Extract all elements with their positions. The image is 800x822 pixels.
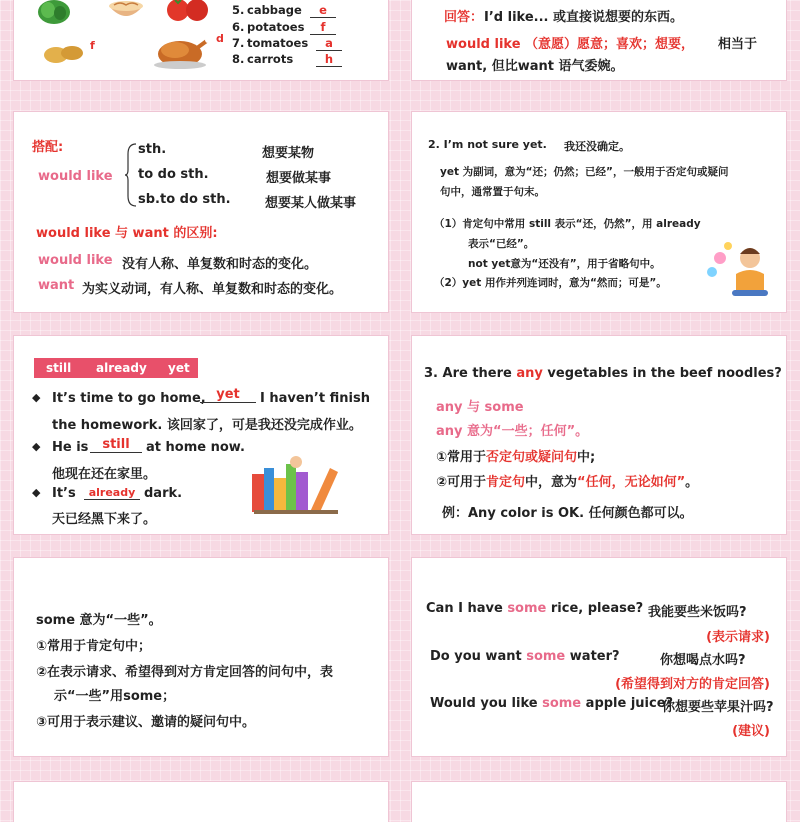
example-key: some [542, 696, 582, 711]
still-already-rule: （1）肯定句中常用 still 表示“还，仍然”，用 already [434, 218, 701, 230]
card-still-already-yet-exercise [14, 336, 388, 534]
collocation-keyword: would like [38, 169, 113, 184]
section-title-cn: 我还没确定。 [564, 140, 630, 153]
diff-text-would-like: 没有人称、单复数和时态的变化。 [122, 257, 318, 272]
rule-key: 否定句或疑问句 [486, 450, 578, 465]
sentence-before: It’s [52, 486, 76, 501]
example-translation: 我能要些米饭吗? [648, 605, 747, 620]
books-illustration-icon [250, 454, 350, 514]
brace-icon [124, 142, 138, 208]
section-title: 2. I’m not sure yet. [428, 138, 547, 151]
yet-conjunction-rule: （2）yet 用作并列连词时，意为“然而；可是”。 [434, 277, 667, 289]
some-meaning: some 意为“一些”。 [36, 613, 162, 628]
sentence-after: at home now. [146, 440, 245, 455]
tomatoes-icon [164, 0, 212, 22]
collocation-en: to do sth. [138, 167, 209, 182]
difference-title: would like 与 want 的区别: [36, 226, 218, 241]
question-title-pre: 3. Are there [424, 366, 517, 381]
vocab-answer[interactable]: h [316, 52, 342, 67]
vocab-word: cabbage [247, 3, 302, 17]
example-translation: 你想喝点水吗? [660, 653, 746, 668]
card-some-usage [14, 558, 388, 756]
some-rule-2-cont: 示“一些”用some； [54, 689, 176, 704]
sentence-translation: the homework. 该回家了，可是我还没完成作业。 [52, 418, 362, 433]
diff-key-want: want [38, 278, 75, 293]
example-translation: 你想要些苹果汁吗? [662, 700, 774, 715]
question-title-post: vegetables in the beef noodles? [542, 366, 782, 381]
card-some-examples [412, 558, 786, 756]
collocation-cn: 想要做某事 [266, 171, 332, 186]
sentence-translation: 天已经黑下来了。 [52, 512, 157, 527]
vocab-num: 6. [232, 20, 245, 34]
vocab-answer[interactable]: e [310, 3, 336, 18]
vocab-word: tomatoes [247, 36, 309, 50]
example-sentence [430, 649, 620, 664]
rule-text: 中; [577, 450, 596, 465]
roast-chicken-icon [150, 30, 212, 70]
rule-key: 肯定句 [486, 475, 526, 490]
any-meaning: any 意为“一些；任何”。 [436, 424, 589, 439]
not-yet-rule: not yet意为“还没有”，用于省略句中。 [468, 258, 661, 270]
any-rule-1 [436, 446, 595, 465]
card-partial-bottom-right [412, 782, 786, 822]
rule-text: 。 [685, 475, 699, 490]
example-key: some [507, 601, 547, 616]
card-partial-bottom-left [14, 782, 388, 822]
card-yet-usage [412, 112, 786, 312]
some-rule-2: ②在表示请求、希望得到对方肯定回答的问句中，表 [36, 665, 334, 680]
example-text: Can I have [426, 601, 508, 616]
example-text: Do you want [430, 649, 527, 664]
tag-still: still [46, 361, 72, 375]
rule-text: ②可用于 [436, 475, 487, 490]
sentence-before: It’s time to go home, [52, 391, 206, 406]
card-vocab-matching [14, 0, 388, 80]
answer-text: I’d like... 或直接说想要的东西。 [484, 10, 683, 25]
answer-yet[interactable]: yet [200, 387, 256, 403]
equivalent-text: 相当于 [718, 37, 758, 52]
vocab-word: potatoes [247, 20, 305, 34]
example-text: Would you like [430, 696, 543, 711]
card-collocation [14, 112, 388, 312]
example-note: (希望得到对方的肯定回答) [615, 677, 770, 692]
yet-definition: yet 为副词，意为“还；仍然；已经”，一般用于否定句或疑问 [440, 166, 729, 178]
collocation-en: sth. [138, 142, 167, 157]
diff-key-would-like: would like [38, 253, 113, 268]
already-meaning: 表示“已经”。 [468, 238, 535, 250]
cabbage-icon [34, 0, 74, 26]
any-some-subtitle: any 与 some [436, 400, 524, 415]
bullet-icon: ◆ [32, 486, 41, 499]
sentence-after: I haven’t finish [260, 391, 370, 406]
any-rule-2 [436, 471, 698, 490]
collocation-cn: 想要某人做某事 [265, 196, 357, 211]
tag-bar [34, 358, 198, 378]
answer-label: 回答： [444, 10, 484, 25]
diff-text-want: 为实义动词，有人称、单复数和时态的变化。 [82, 282, 343, 297]
bullet-icon: ◆ [32, 440, 41, 453]
example-key: some [526, 649, 566, 664]
collocation-en: sb.to do sth. [138, 192, 231, 207]
pic-label-d: d [216, 32, 224, 45]
tag-yet: yet [168, 361, 190, 375]
sentence-before: He is [52, 440, 89, 455]
example-text: rice, please? [546, 601, 644, 616]
answer-still[interactable]: still [90, 437, 142, 453]
card-would-like-answer [412, 0, 786, 80]
vocab-answer[interactable]: a [316, 36, 342, 51]
vocab-num: 5. [232, 3, 245, 17]
tag-already: already [96, 361, 147, 375]
rule-text: 中，意为 [525, 475, 578, 490]
collocation-label: 搭配: [32, 140, 64, 155]
potatoes-icon [42, 42, 86, 66]
question-title [424, 366, 782, 381]
sentence-translation: 他现在还在家里。 [52, 467, 157, 482]
collocation-cn: 想要某物 [262, 146, 315, 161]
question-title-key: any [516, 366, 543, 381]
card-any-some [412, 336, 786, 534]
yet-definition-cont: 句中，通常置于句末。 [440, 186, 545, 198]
some-rule-3: ③可用于表示建议、邀请的疑问句中。 [36, 715, 256, 730]
student-illustration-icon [702, 232, 774, 304]
answer-already[interactable]: already [84, 486, 140, 500]
vocab-word: carrots [247, 52, 294, 66]
vocab-num: 8. [232, 52, 245, 66]
bullet-icon: ◆ [32, 391, 41, 404]
rule-text: ①常用于 [436, 450, 487, 465]
sentence-after: dark. [144, 486, 183, 501]
would-like-meaning: would like （意愿）愿意；喜欢；想要， [446, 37, 695, 52]
example-sentence [426, 601, 643, 616]
noodle-bowl-icon [106, 0, 146, 24]
example-sentence [430, 696, 673, 711]
rule-key: “任何，无论如何” [577, 475, 686, 490]
vocab-answer[interactable]: f [310, 20, 336, 35]
example-note: (建议) [732, 724, 770, 739]
any-example: 例：Any color is OK. 任何颜色都可以。 [442, 506, 693, 521]
some-rule-1: ①常用于肯定句中； [36, 639, 152, 654]
example-note: (表示请求) [706, 630, 770, 645]
vocab-num: 7. [232, 36, 245, 50]
want-compare-text: want, 但比want 语气委婉。 [446, 59, 624, 74]
pic-label-f: f [90, 39, 95, 52]
example-text: apple juice? [581, 696, 674, 711]
example-text: water? [565, 649, 620, 664]
